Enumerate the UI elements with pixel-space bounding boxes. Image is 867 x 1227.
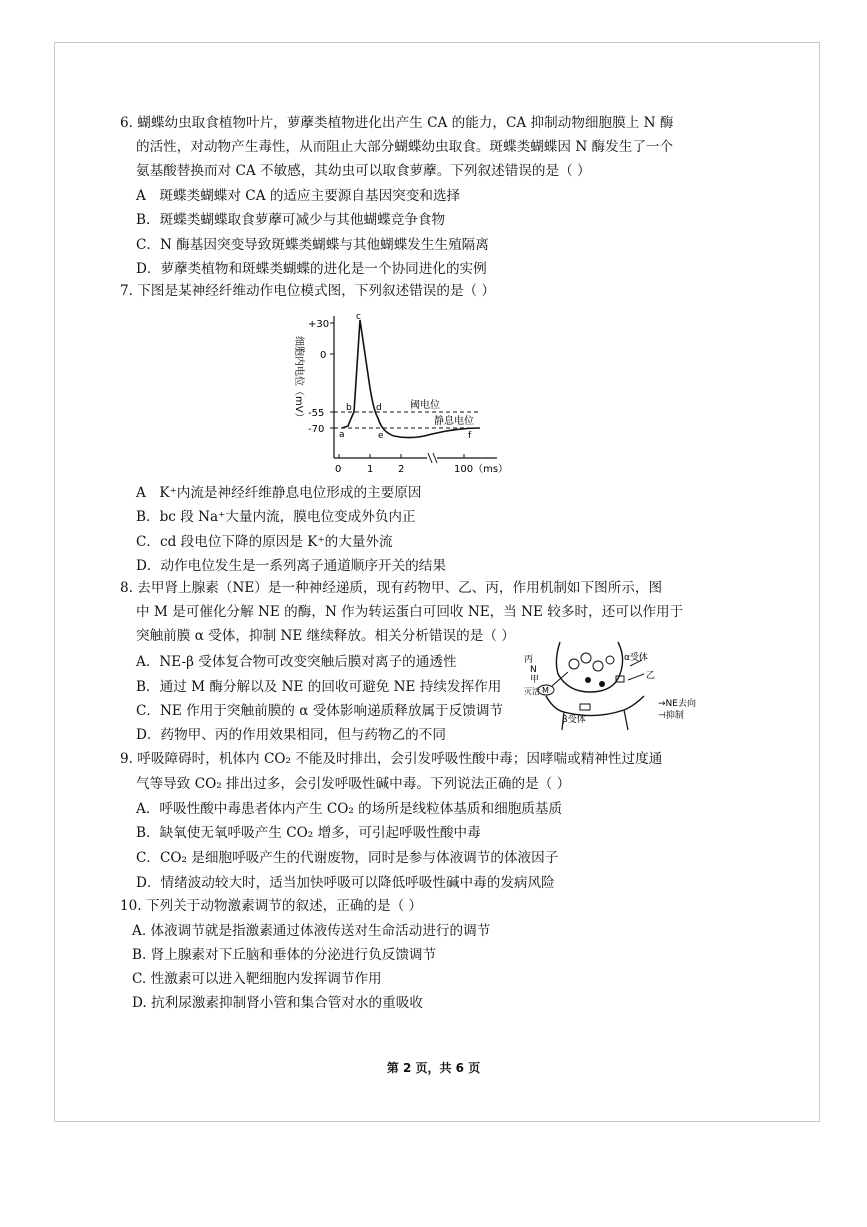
q9-stem-line-1: 9. 呼吸障碍时，机体内 CO₂ 不能及时排出，会引发呼吸性酸中毒；因哮喘或精神性过度通: [120, 751, 663, 767]
point-a: a: [339, 430, 345, 440]
label-miehuo: 灭活: [524, 687, 540, 696]
q6-option-d: D．萝藦类植物和斑蝶类蝴蝶的进化是一个协同进化的实例: [136, 261, 487, 277]
ytick-0: 0: [320, 350, 327, 361]
rest-label: 静息电位: [434, 416, 474, 427]
ytick-minus70: -70: [308, 424, 325, 435]
q8-stem-line-2: 中 M 是可催化分解 NE 的酶，N 作为转运蛋白可回收 NE，当 NE 较多时，还可以作用于: [136, 604, 684, 620]
q6-option-c: C．N 酶基因突变导致斑蝶类蝴蝶与其他蝴蝶发生生殖隔离: [136, 237, 489, 253]
q8-option-a: A．NE-β 受体复合物可改变突触后膜对离子的通透性: [136, 654, 457, 670]
label-bing: 丙: [524, 655, 534, 665]
q6-stem-line-1: 6. 蝴蝶幼虫取食植物叶片，萝藦类植物进化出产生 CA 的能力，CA 抑制动物细胞膜上 N 酶: [120, 115, 674, 131]
q9-stem-line-2: 气等导致 CO₂ 排出过多，会引发呼吸性碱中毒。下列说法正确的是（ ）: [136, 776, 571, 792]
xtick-0: 0: [335, 464, 342, 475]
q6-stem-line-2: 的活性，对动物产生毒性，从而阻止大部分蝴蝶幼虫取食。斑蝶类蝴蝶因 N 酶发生了一个: [136, 139, 674, 155]
q8-stem-line-3: 突触前膜 α 受体，抑制 NE 继续释放。相关分析错误的是（ ）: [136, 628, 515, 644]
legend-ne-direction: →NE去向: [658, 699, 696, 709]
ytick-plus30: +30: [308, 319, 330, 330]
q9-option-d: D．情绪波动较大时，适当加快呼吸可以降低呼吸性碱中毒的发病风险: [136, 875, 555, 891]
q6-option-a: A 斑蝶类蝴蝶对 CA 的适应主要源自基因突变和选择: [136, 188, 461, 204]
xtick-2: 2: [398, 464, 405, 475]
q10-option-b: B. 肾上腺素对下丘脑和垂体的分泌进行负反馈调节: [132, 947, 437, 963]
q10-option-a: A. 体液调节就是指激素通过体液传送对生命活动进行的调节: [132, 923, 491, 939]
q7-option-d: D．动作电位发生是一系列离子通道顺序开关的结果: [136, 558, 446, 574]
q6-option-b: B．斑蝶类蝴蝶取食萝藦可减少与其他蝴蝶竞争食物: [136, 212, 446, 228]
q8-option-d: D．药物甲、丙的作用效果相同，但与药物乙的不同: [136, 727, 446, 743]
q10-stem: 10. 下列关于动物激素调节的叙述，正确的是（ ）: [120, 898, 423, 914]
label-yi: 乙: [646, 671, 656, 681]
xtick-1: 1: [367, 464, 374, 475]
q8-option-b: B．通过 M 酶分解以及 NE 的回收可避免 NE 持续发挥作用: [136, 679, 502, 695]
q8-option-c: C．NE 作用于突触前膜的 α 受体影响递质释放属于反馈调节: [136, 703, 504, 719]
q8-stem-line-1: 8. 去甲肾上腺素（NE）是一种神经递质，现有药物甲、乙、丙，作用机制如下图所示，图: [120, 580, 663, 596]
y-axis-label: 细胞内电位（mV）: [293, 336, 304, 423]
q6-stem-line-3: 氨基酸替换而对 CA 不敏感，其幼虫可以取食萝藦。下列叙述错误的是（ ）: [136, 163, 591, 179]
ytick-minus55: -55: [308, 408, 325, 419]
label-jia: 甲: [530, 675, 540, 685]
page-footer: 第 2 页，共 6 页: [386, 1061, 481, 1075]
synapse-diagram: [524, 640, 716, 732]
q7-option-a: A K⁺内流是神经纤维静息电位形成的主要原因: [136, 485, 422, 501]
label-beta-receptor: β受体: [562, 715, 586, 725]
xtick-100: 100（ms）: [454, 464, 509, 475]
point-f: f: [468, 431, 472, 441]
q10-option-c: C. 性激素可以进入靶细胞内发挥调节作用: [132, 971, 382, 987]
q9-option-b: B．缺氧使无氧呼吸产生 CO₂ 增多，可引起呼吸性酸中毒: [136, 825, 481, 841]
label-alpha-receptor: α受体: [624, 653, 648, 663]
point-d: d: [376, 403, 382, 413]
point-b: b: [346, 403, 352, 413]
q7-option-b: B．bc 段 Na⁺大量内流，膜电位变成外负内正: [136, 509, 416, 525]
label-m: M: [542, 686, 549, 695]
q9-option-c: C．CO₂ 是细胞呼吸产生的代谢废物，同时是参与体液调节的体液因子: [136, 850, 559, 866]
point-e: e: [378, 431, 384, 441]
q7-option-c: C．cd 段电位下降的原因是 K⁺的大量外流: [136, 534, 393, 550]
threshold-label: 阈电位: [410, 400, 440, 411]
label-n: N: [530, 665, 537, 675]
point-c: c: [356, 312, 361, 322]
q7-stem: 7. 下图是某神经纤维动作电位模式图，下列叙述错误的是（ ）: [120, 283, 496, 299]
q9-option-a: A．呼吸性酸中毒患者体内产生 CO₂ 的场所是线粒体基质和细胞质基质: [136, 801, 563, 817]
action-potential-graph: [282, 308, 522, 478]
legend-inhibit: ⊣抑制: [658, 711, 684, 721]
q10-option-d: D. 抗利尿激素抑制肾小管和集合管对水的重吸收: [132, 995, 423, 1011]
